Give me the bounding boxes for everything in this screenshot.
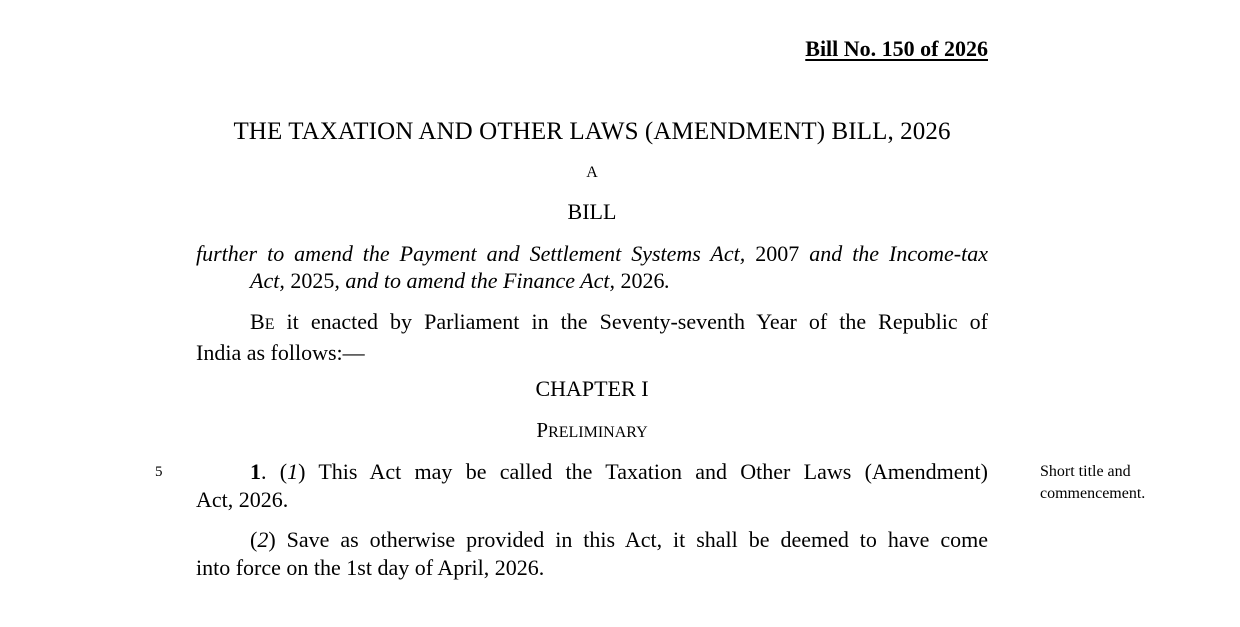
bill-number: Bill No. 150 of 2026 [805, 36, 988, 61]
enacting-text: it enacted by Parliament in the Seventy-seventh Year of the Republic of [274, 309, 988, 334]
section-1-line-1 [196, 458, 988, 486]
section-punct: ( [250, 527, 258, 552]
section-punct: . ( [261, 459, 288, 484]
bill-title: THE TAXATION AND OTHER LAWS (AMENDMENT) BILL, 2026 [233, 118, 951, 145]
long-title-text: . [664, 268, 670, 293]
bill-label: BILL [567, 199, 617, 224]
section-text: ) This Act may be called the Taxation and Other Laws (Amendment) [298, 459, 988, 484]
subsection-number: 1 [287, 459, 299, 484]
line-number: 5 [155, 464, 163, 480]
marginal-note [1040, 461, 1200, 505]
long-title-text: Act, [250, 268, 291, 293]
chapter-heading: CHAPTER I [535, 376, 649, 401]
section-1-subsection-2 [196, 526, 988, 582]
section-text: ) Save as otherwise provided in this Act, it shall be deemed to have come [268, 527, 988, 552]
section-number: 1 [250, 459, 261, 484]
enacting-line-1 [196, 308, 988, 339]
a-label: A [586, 164, 598, 181]
subheading-rest: RELIMINARY [548, 424, 648, 441]
long-title-year: 2025 [290, 268, 335, 293]
marginal-note-line-1: Short title and [1040, 463, 1131, 480]
long-title-text: further to amend the Payment and Settlement Systems Act, [196, 241, 756, 266]
long-title-text: and the Income-tax [799, 241, 988, 266]
enacting-initial-rest: E [264, 316, 275, 333]
subsection-2-line-2: into force on the 1st day of April, 2026. [196, 555, 545, 580]
subsection-2-line-1 [196, 526, 988, 554]
long-title-year: 2026 [620, 268, 665, 293]
enacting-line-2: India as follows:— [196, 340, 365, 365]
long-title-year: 2007 [755, 241, 800, 266]
subsection-number: 2 [257, 527, 269, 552]
long-title-line-2 [196, 267, 988, 294]
long-title-text: , and to amend the Finance Act, [334, 268, 621, 293]
long-title [196, 240, 988, 294]
marginal-note-line-2: commencement. [1040, 485, 1146, 502]
section-1-line-2: Act, 2026. [196, 487, 289, 512]
long-title-line-1 [196, 240, 988, 267]
enacting-initial: B [250, 309, 265, 334]
section-1 [196, 458, 988, 514]
chapter-subheading [196, 418, 988, 443]
subheading-initial: P [536, 418, 549, 442]
enacting-formula [196, 308, 988, 367]
